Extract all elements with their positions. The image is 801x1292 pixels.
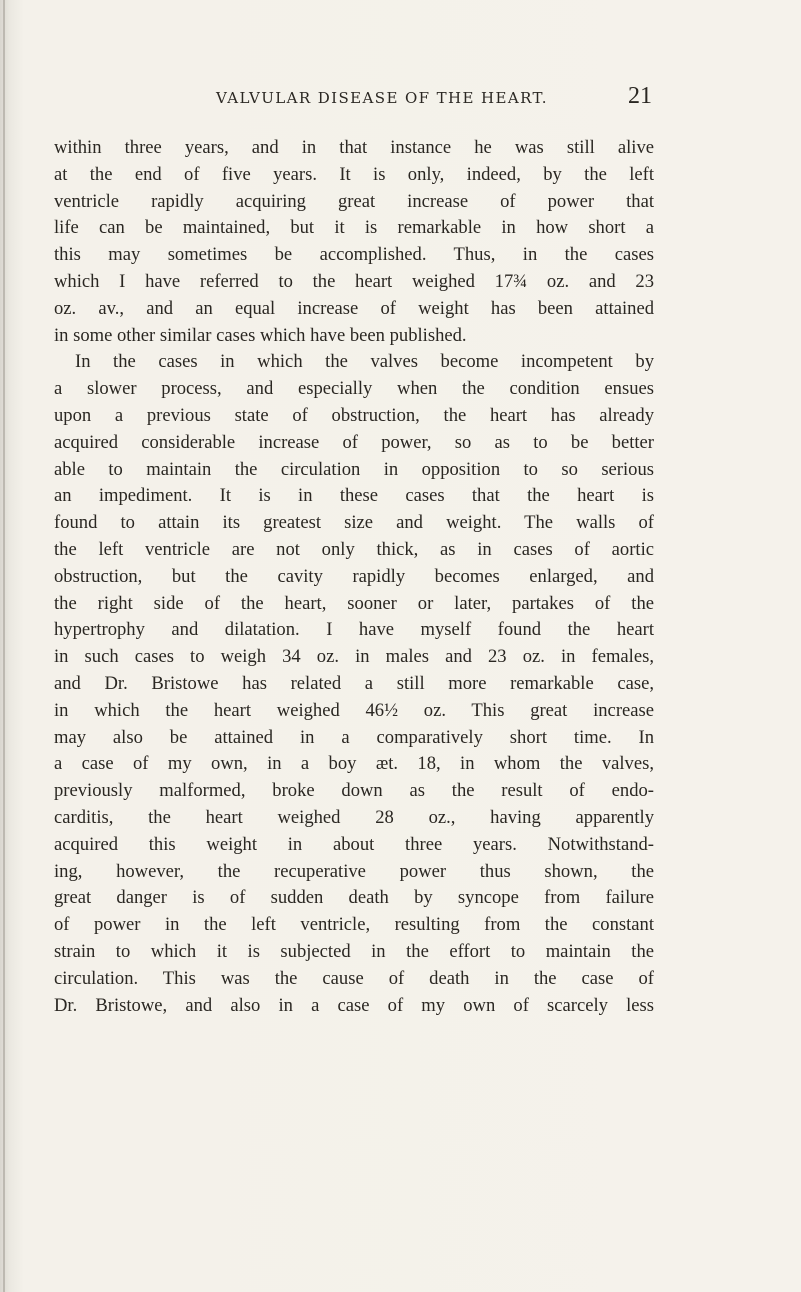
text-line: found to attain its greatest size and weight. The walls of (54, 512, 654, 534)
text-line: able to maintain the circulation in opposition to so serious (54, 458, 654, 480)
text-line: life can be maintained, but it is remarkable in how short a (54, 217, 654, 239)
text-line: the right side of the heart, sooner or later, partakes of the (54, 592, 654, 614)
text-line: strain to which it is subjected in the effort to maintain the (54, 940, 654, 962)
text-line: carditis, the heart weighed 28 oz., having apparently (54, 806, 654, 828)
text-line: a slower process, and especially when the condition ensues (54, 378, 654, 400)
text-line: at the end of five years. It is only, indeed, by the left (54, 163, 654, 185)
text-line: great danger is of sudden death by syncope from failure (54, 887, 654, 909)
text-line: the left ventricle are not only thick, as in cases of aortic (54, 538, 654, 560)
text-line: previously malformed, broke down as the result of endo- (54, 780, 654, 802)
paragraph-start-line: In the cases in which the valves become incompetent by (75, 351, 654, 373)
text-line: oz. av., and an equal increase of weight has been attained (54, 297, 654, 319)
text-line: of power in the left ventricle, resulting from the constant (54, 914, 654, 936)
running-head (0, 83, 801, 119)
body-text (54, 135, 654, 1019)
text-line: an impediment. It is in these cases that the heart is (54, 485, 654, 507)
text-line: acquired this weight in about three years. Notwithstand- (54, 833, 654, 855)
text-line: in such cases to weigh 34 oz. in males and 23 oz. in females, (54, 646, 654, 668)
page-number: 21 (628, 83, 652, 109)
text-line: obstruction, but the cavity rapidly becomes enlarged, and (54, 565, 654, 587)
text-line: may also be attained in a comparatively short time. In (54, 726, 654, 748)
text-line: Dr. Bristowe, and also in a case of my own of scarcely less (54, 994, 654, 1016)
text-line: in some other similar cases which have been published. (54, 324, 467, 346)
text-line: a case of my own, in a boy æt. 18, in whom the valves, (54, 753, 654, 775)
text-line: ventricle rapidly acquiring great increase of power that (54, 190, 654, 212)
text-line: ing, however, the recuperative power thus shown, the (54, 860, 654, 882)
text-line: circulation. This was the cause of death in the case of (54, 967, 654, 989)
text-line: in which the heart weighed 46½ oz. This great increase (54, 699, 654, 721)
binding-gutter (3, 0, 5, 1292)
text-line: this may sometimes be accomplished. Thus, in the cases (54, 244, 654, 266)
text-line: hypertrophy and dilatation. I have myself found the heart (54, 619, 654, 641)
text-line: within three years, and in that instance he was still alive (54, 137, 654, 158)
text-line: and Dr. Bristowe has related a still more remarkable case, (54, 672, 654, 694)
text-line: acquired considerable increase of power, so as to be better (54, 431, 654, 453)
text-line: which I have referred to the heart weighed 17¾ oz. and 23 (54, 270, 654, 292)
running-title: VALVULAR DISEASE OF THE HEART. (216, 89, 548, 107)
text-line: upon a previous state of obstruction, the heart has already (54, 404, 654, 426)
